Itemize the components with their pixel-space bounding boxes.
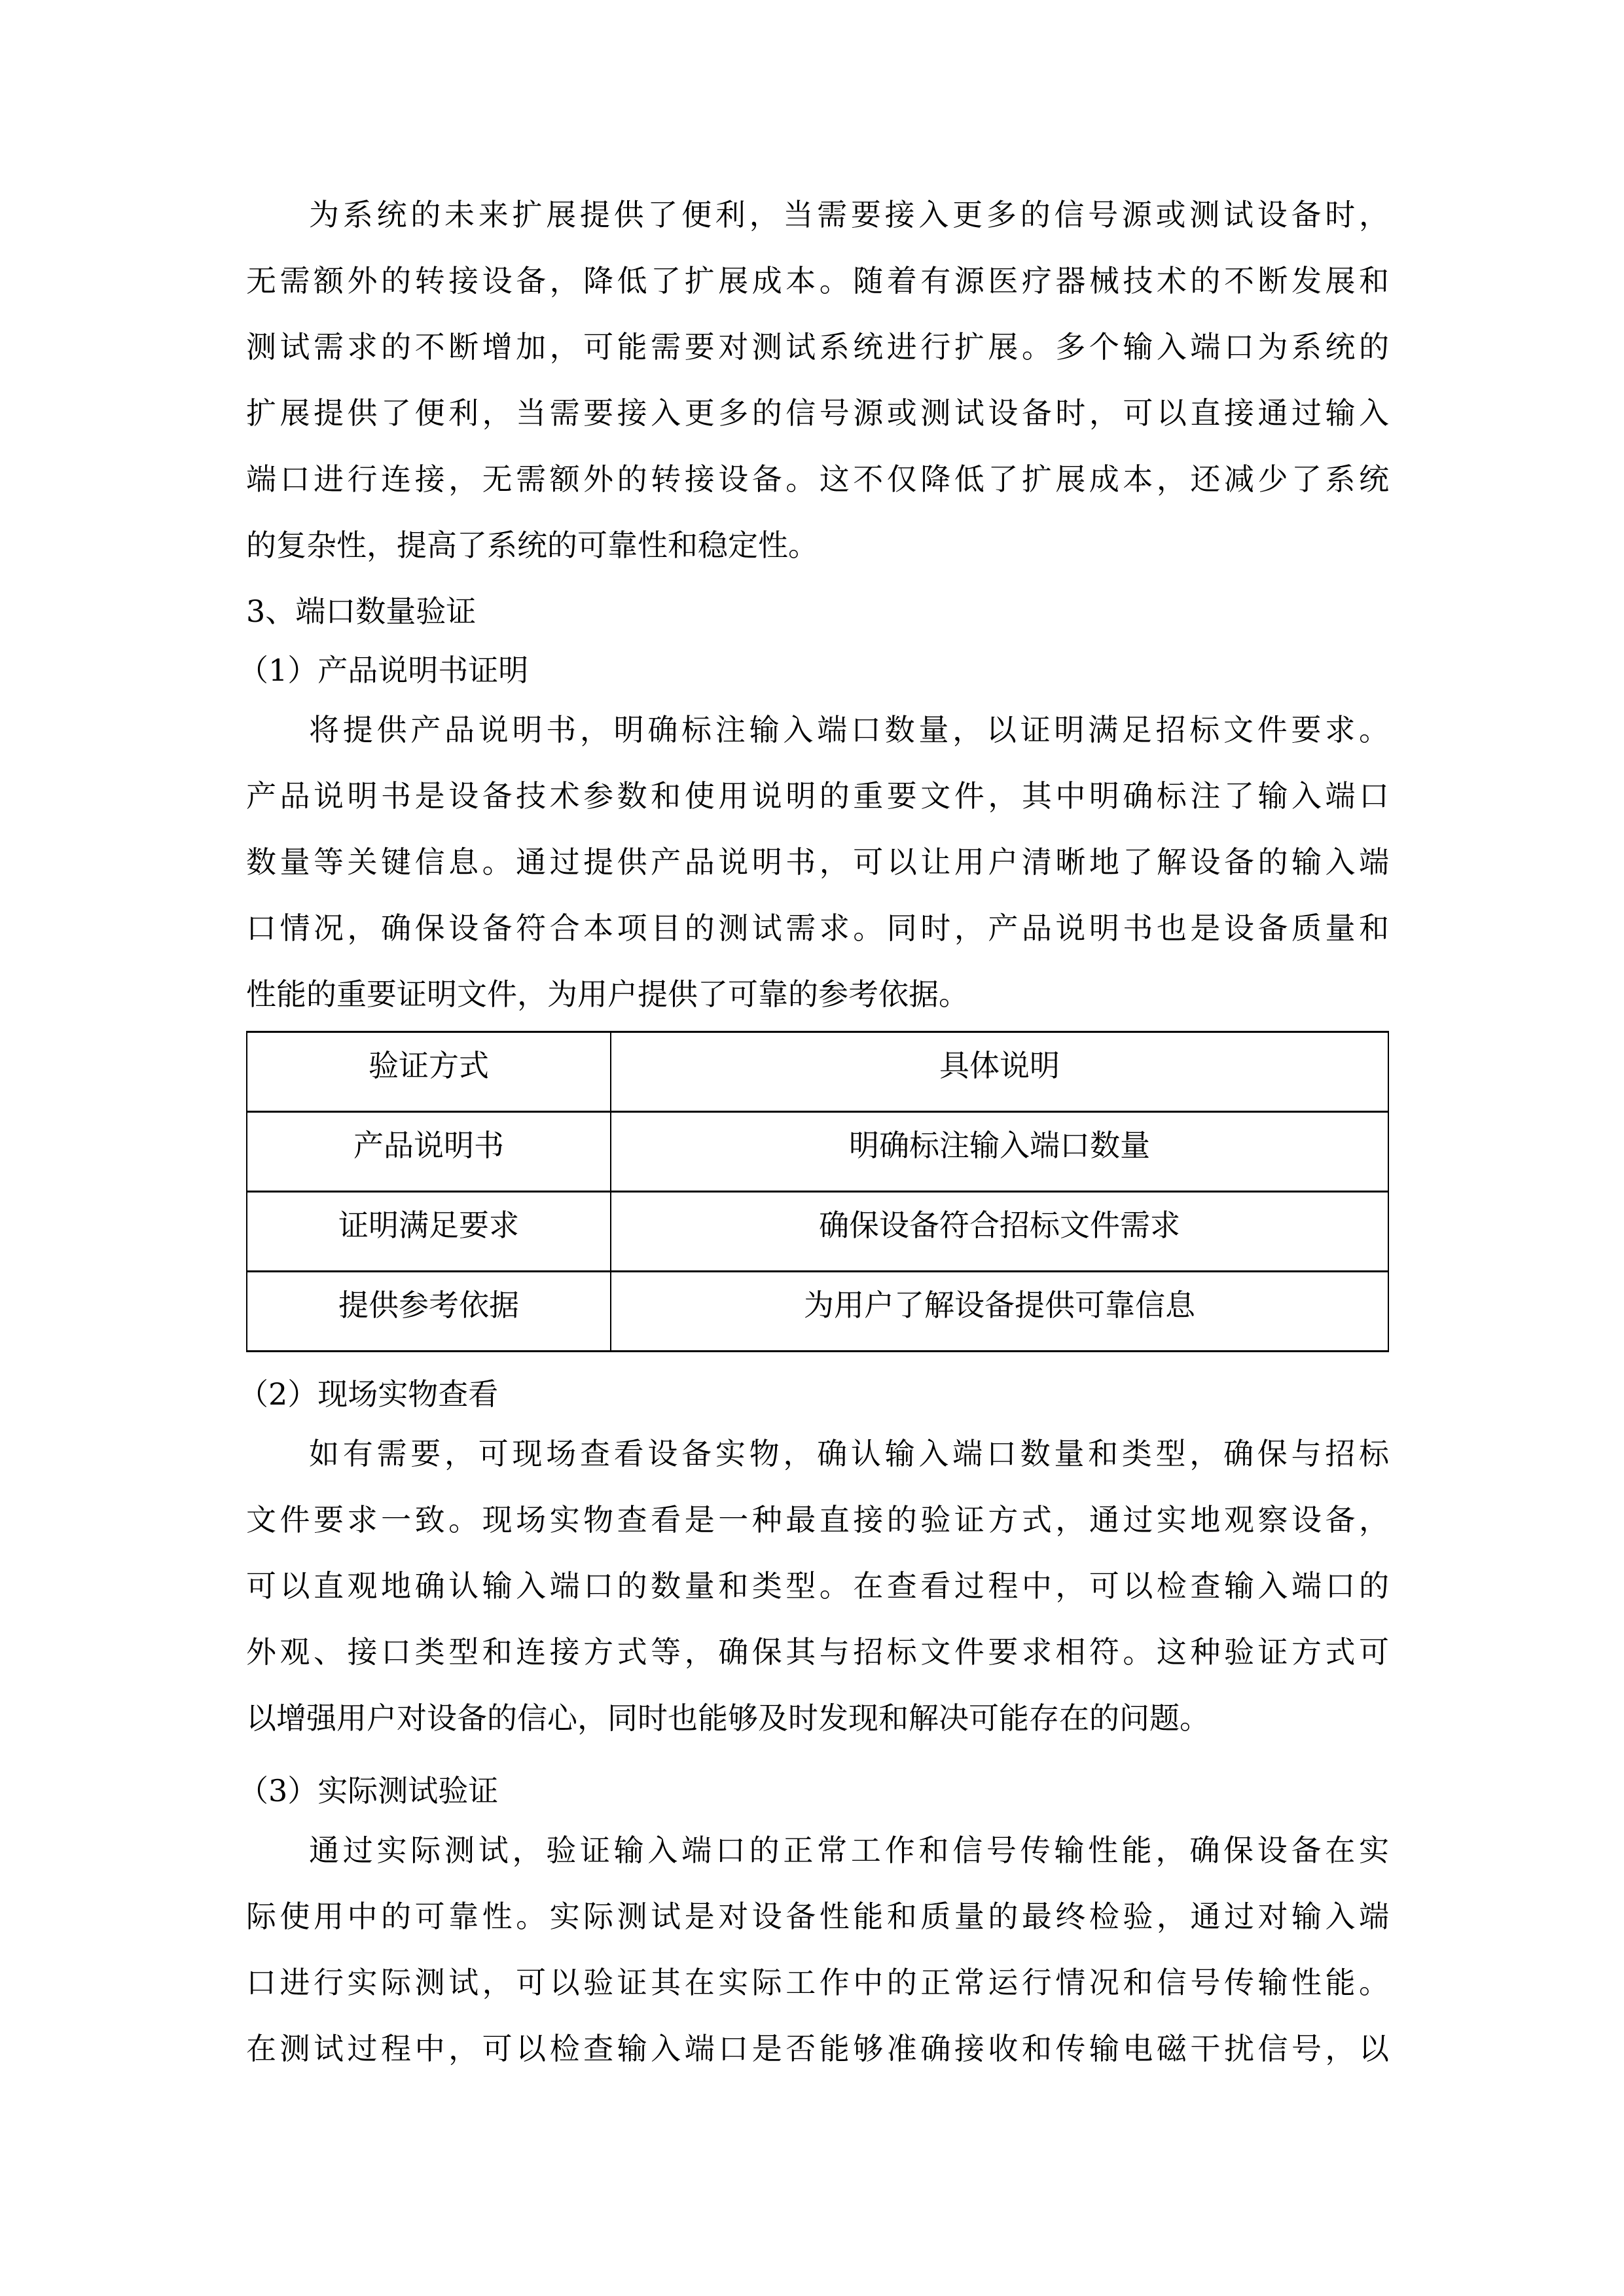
text-line: 际使用中的可靠性。实际测试是对设备性能和质量的最终检验，通过对输入端 (246, 1899, 1389, 1934)
text-line: 外观、接口类型和连接方式等，确保其与招标文件要求相符。这种验证方式可 (246, 1634, 1389, 1670)
text-line: 以增强用户对设备的信心，同时也能够及时发现和解决可能存在的问题。 (246, 1700, 1210, 1736)
text-line: 可以直观地确认输入端口的数量和类型。在查看过程中，可以检查输入端口的 (246, 1568, 1389, 1604)
table-header-cell: 验证方式 (247, 1032, 611, 1112)
text-line: 将提供产品说明书，明确标注输入端口数量，以证明满足招标文件要求。 (309, 712, 1389, 747)
text-line: 如有需要，可现场查看设备实物，确认输入端口数量和类型，确保与招标 (309, 1436, 1389, 1471)
text-line: 的复杂性，提高了系统的可靠性和稳定性。 (246, 528, 818, 563)
text-line: 在测试过程中，可以检查输入端口是否能够准确接收和传输电磁干扰信号，以 (246, 2031, 1389, 2066)
table-row (247, 1192, 1388, 1272)
table-cell: 确保设备符合招标文件需求 (611, 1192, 1388, 1272)
table-cell: 明确标注输入端口数量 (611, 1112, 1388, 1192)
text-line: 口情况，确保设备符合本项目的测试需求。同时，产品说明书也是设备质量和 (246, 910, 1389, 946)
text-line: 无需额外的转接设备，降低了扩展成本。随着有源医疗器械技术的不断发展和 (246, 263, 1389, 298)
text-line: 性能的重要证明文件，为用户提供了可靠的参考依据。 (246, 977, 969, 1012)
text-line: 产品说明书是设备技术参数和使用说明的重要文件，其中明确标注了输入端口 (246, 778, 1389, 814)
section-heading: 3、端口数量验证 (246, 594, 477, 629)
verification-table (246, 1031, 1389, 1352)
text-line: 测试需求的不断增加，可能需要对测试系统进行扩展。多个输入端口为系统的 (246, 329, 1389, 365)
table-row (247, 1272, 1388, 1352)
subsection-heading-manual: （1）产品说明书证明 (238, 653, 529, 688)
text-line: 端口进行连接，无需额外的转接设备。这不仅降低了扩展成本，还减少了系统 (246, 461, 1389, 497)
table-cell: 产品说明书 (247, 1112, 611, 1192)
text-line: 扩展提供了便利，当需要接入更多的信号源或测试设备时，可以直接通过输入 (246, 395, 1389, 431)
table-cell: 提供参考依据 (247, 1272, 611, 1352)
table-cell: 为用户了解设备提供可靠信息 (611, 1272, 1388, 1352)
text-line: 口进行实际测试，可以验证其在实际工作中的正常运行情况和信号传输性能。 (246, 1965, 1389, 2000)
text-line: 文件要求一致。现场实物查看是一种最直接的验证方式，通过实地观察设备， (246, 1502, 1389, 1537)
table-header-cell: 具体说明 (611, 1032, 1388, 1112)
text-line: 数量等关键信息。通过提供产品说明书，可以让用户清晰地了解设备的输入端 (246, 844, 1389, 880)
subsection-heading-onsite: （2）现场实物查看 (238, 1376, 499, 1412)
table-cell: 证明满足要求 (247, 1192, 611, 1272)
text-line: 通过实际测试，验证输入端口的正常工作和信号传输性能，确保设备在实 (309, 1833, 1389, 1868)
table-header-row (247, 1032, 1388, 1112)
text-line: 为系统的未来扩展提供了便利，当需要接入更多的信号源或测试设备时， (309, 197, 1389, 232)
table-row (247, 1112, 1388, 1192)
subsection-heading-testing: （3）实际测试验证 (238, 1773, 499, 1808)
